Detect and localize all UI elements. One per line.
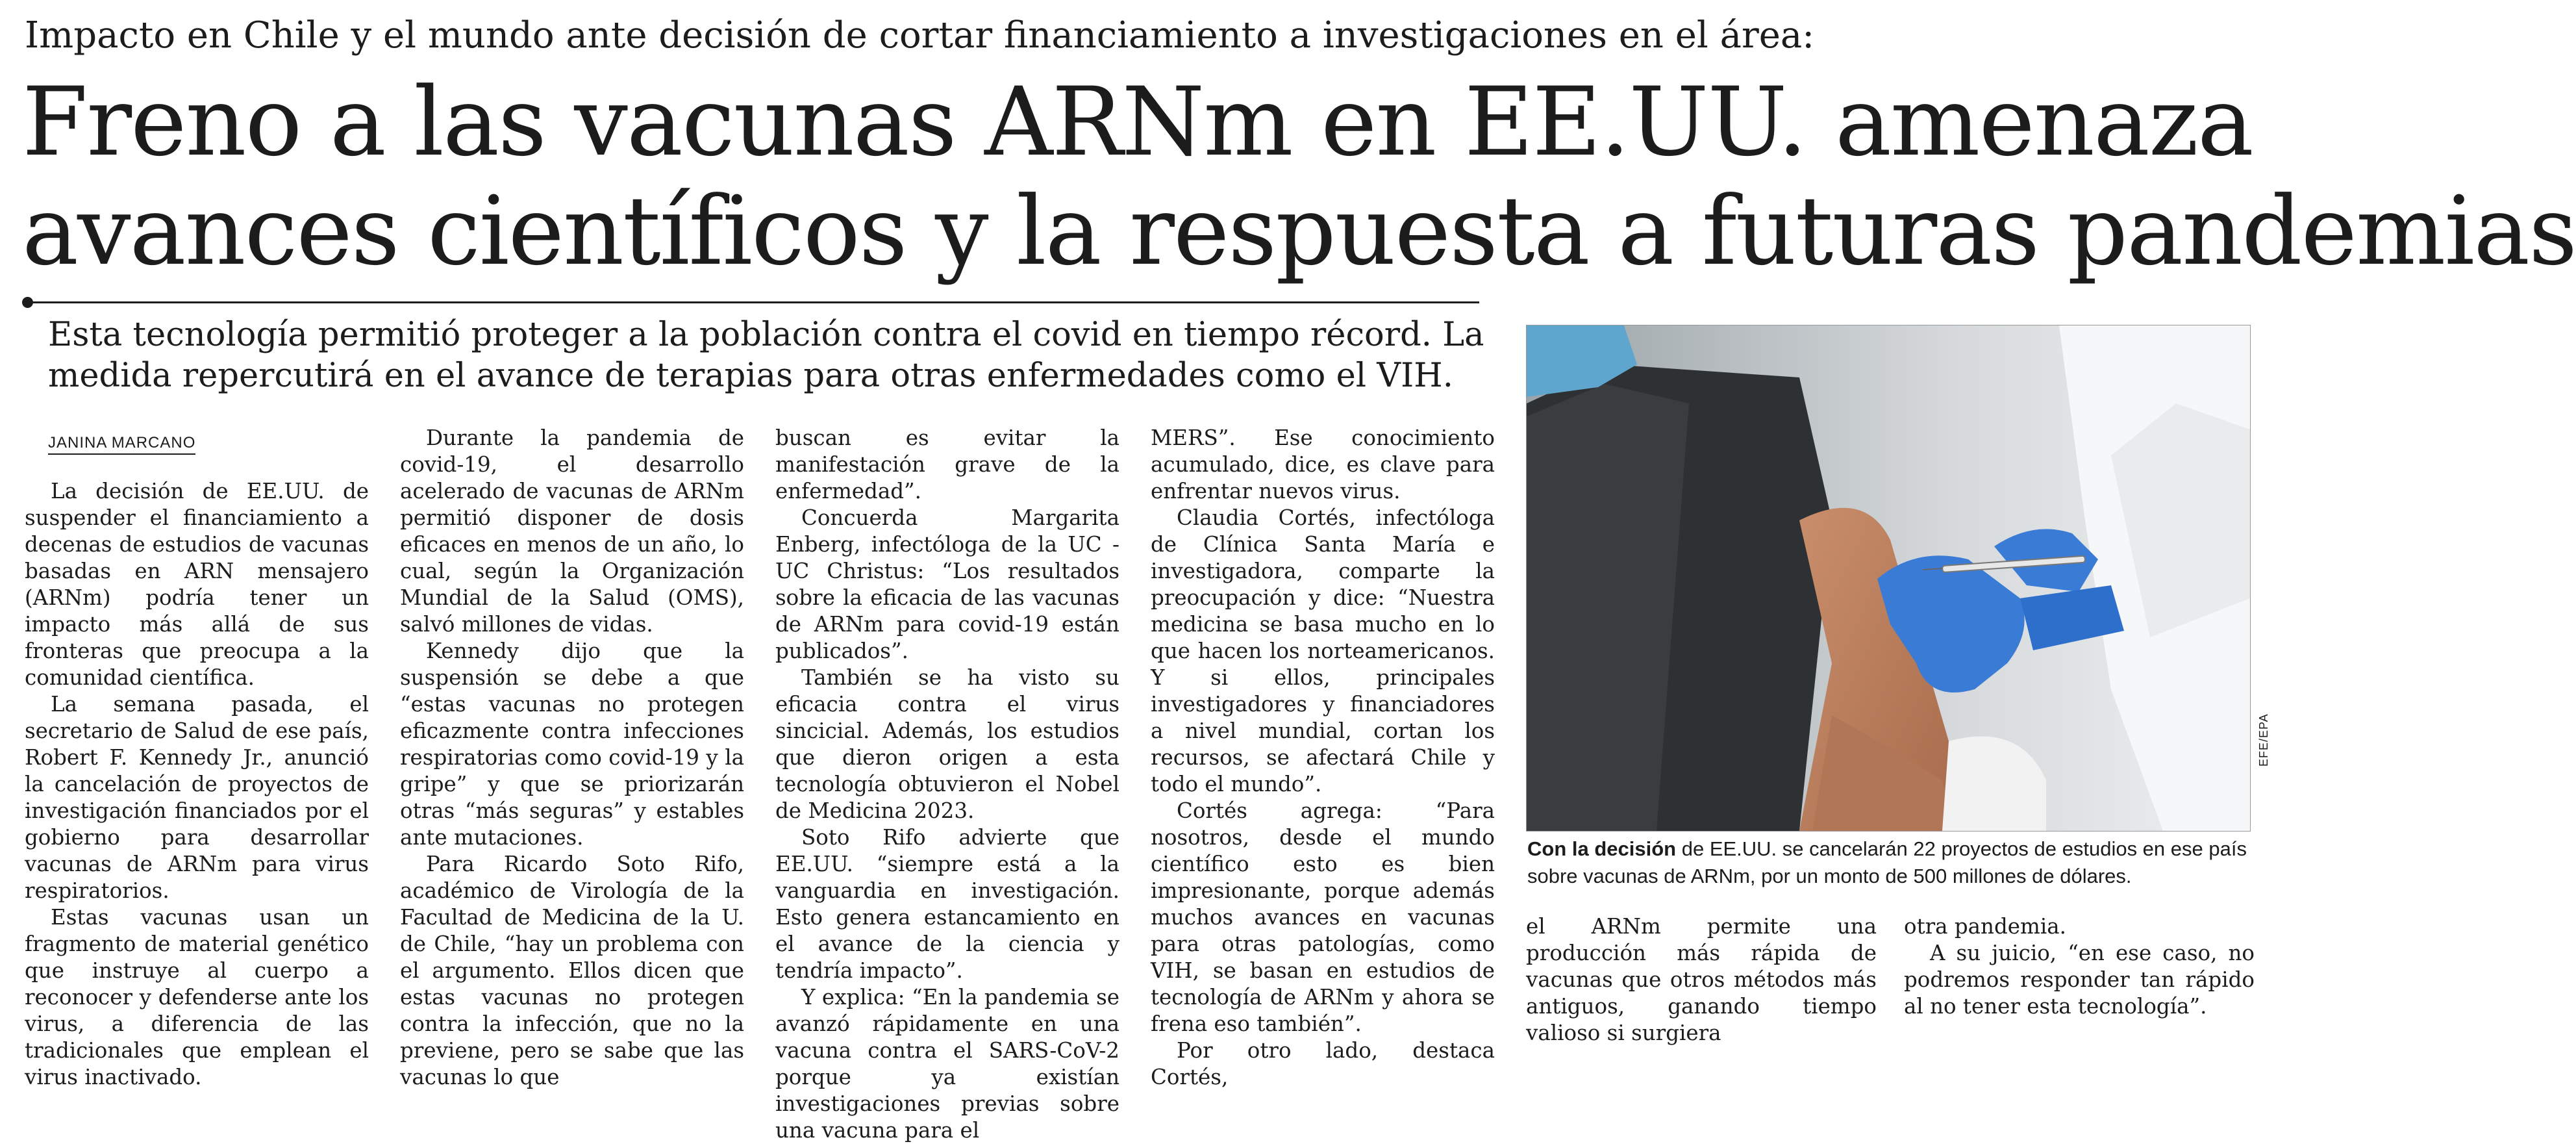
text-column-4 bbox=[1151, 425, 1495, 1091]
vaccination-illustration bbox=[1527, 325, 2250, 831]
paragraph: MERS”. Ese conocimiento acumulado, dice, es clave para enfrentar nuevos virus. bbox=[1151, 426, 1495, 503]
paragraph: Claudia Cortés, infectóloga de Clínica Santa María e investigadora, comparte la preocupación y dice: “Nuestra medicina se basa mucho en lo que hacen los norteamericanos. Y si ellos, principales investigadores y financiadores a nivel mundial, cortan los recursos, se afectará Chile y todo el mundo”. bbox=[1151, 505, 1495, 796]
paragraph: Concuerda Margarita Enberg, infectóloga de la UC - UC Christus: “Los resultados sobre la eficacia de las vacunas de ARNm para covid-19 están publicados”. bbox=[775, 505, 1119, 663]
caption-lead: Con la decisión bbox=[1527, 837, 1677, 860]
headline-rule bbox=[25, 301, 1479, 303]
text-column-1 bbox=[25, 478, 369, 1091]
photo-caption bbox=[1527, 835, 2255, 890]
paragraph: Cortés agrega: “Para nosotros, desde el mundo científico esto es bien impresionante, porque además muchos avances en vacunas para otras patologías, como VIH, se basan en estudios de tecnología de ARNm y ahora se frena eso también”. bbox=[1151, 798, 1495, 1036]
article-deck: Esta tecnología permitió proteger a la población contra el covid en tiempo récord. La medida repercutirá en el avance de terapias para otras enfermedades como el VIH. bbox=[48, 316, 1484, 395]
paragraph: el ARNm permite una producción más rápida de vacunas que otros métodos más antiguos, ganando tiempo valioso si surgiera bbox=[1526, 914, 1877, 1045]
paragraph: Estas vacunas usan un fragmento de material genético que instruye al cuerpo a reconocer y defenderse ante los virus, a diferencia de las tradicionales que emplean el virus inactivado. bbox=[25, 905, 369, 1089]
paragraph: Soto Rifo advierte que EE.UU. “siempre está a la vanguardia en investigación. Esto genera estancamiento en el avance de la ciencia y tendría impacto”. bbox=[775, 825, 1119, 983]
text-column-5 bbox=[1526, 913, 1877, 1047]
text-column-2 bbox=[400, 425, 744, 1091]
vaccination-photo bbox=[1526, 325, 2251, 832]
text-column-6 bbox=[1904, 913, 2255, 1020]
rule-dot bbox=[22, 297, 33, 308]
paragraph: La semana pasada, el secretario de Salud de ese país, Robert F. Kennedy Jr., anunció la cancelación de proyectos de investigación financiados por el gobierno para desarrollar vacunas de ARNm para virus respiratorios. bbox=[25, 692, 369, 903]
paragraph: Para Ricardo Soto Rifo, académico de Virología de la Facultad de Medicina de la U. de Chile, “hay un problema con el argumento. Ellos dicen que estas vacunas no protegen contra la infección, que no la previene, pero se sabe que las vacunas lo que bbox=[400, 852, 744, 1089]
article-headline bbox=[22, 67, 2576, 286]
paragraph: buscan es evitar la manifestación grave de la enfermedad”. bbox=[775, 426, 1119, 503]
paragraph: Y explica: “En la pandemia se avanzó rápidamente en una vacuna contra el SARS-CoV-2 porque ya existían investigaciones previas sobre una vacuna para el bbox=[775, 985, 1119, 1143]
paragraph: También se ha visto su eficacia contra el virus sincicial. Además, los estudios que dieron origen a esta tecnología obtuvieron el Nobel de Medicina 2023. bbox=[775, 665, 1119, 823]
article-kicker: Impacto en Chile y el mundo ante decisión de cortar financiamiento a investigaciones en el área: bbox=[25, 14, 1815, 57]
photo-credit: EFE/EPA bbox=[2257, 713, 2270, 767]
text-column-3 bbox=[775, 425, 1119, 1144]
caption-text: de EE.UU. se cancelarán 22 proyectos de estudios en ese país sobre vacunas de ARNm, por un monto de 500 millones de dólares. bbox=[1527, 837, 2247, 887]
paragraph: Durante la pandemia de covid-19, el desarrollo acelerado de vacunas de ARNm permitió disponer de dosis eficaces en menos de un año, lo cual, según la Organización Mundial de la Salud (OMS), salvó millones de vidas. bbox=[400, 426, 744, 637]
headline-line-2: avances científicos y la respuesta a futuras pandemias bbox=[22, 176, 2576, 286]
paragraph: otra pandemia. bbox=[1904, 914, 2066, 939]
byline: JANINA MARCANO bbox=[48, 434, 195, 455]
headline-line-1: Freno a las vacunas ARNm en EE.UU. amenaza bbox=[22, 67, 2253, 177]
paragraph: La decisión de EE.UU. de suspender el financiamiento a decenas de estudios de vacunas basadas en ARN mensajero (ARNm) podría tener un impacto más allá de sus fronteras que preocupa a la comunidad científica. bbox=[25, 479, 369, 690]
paragraph: Kennedy dijo que la suspensión se debe a que “estas vacunas no protegen eficazmente contra infecciones respiratorias como covid-19 y la gripe” y que se priorizarán otras “más seguras” y estables ante mutaciones. bbox=[400, 639, 744, 850]
paragraph: A su juicio, “en ese caso, no podremos responder tan rápido al no tener esta tecnología”. bbox=[1904, 941, 2255, 1019]
paragraph: Por otro lado, destaca Cortés, bbox=[1151, 1038, 1495, 1089]
